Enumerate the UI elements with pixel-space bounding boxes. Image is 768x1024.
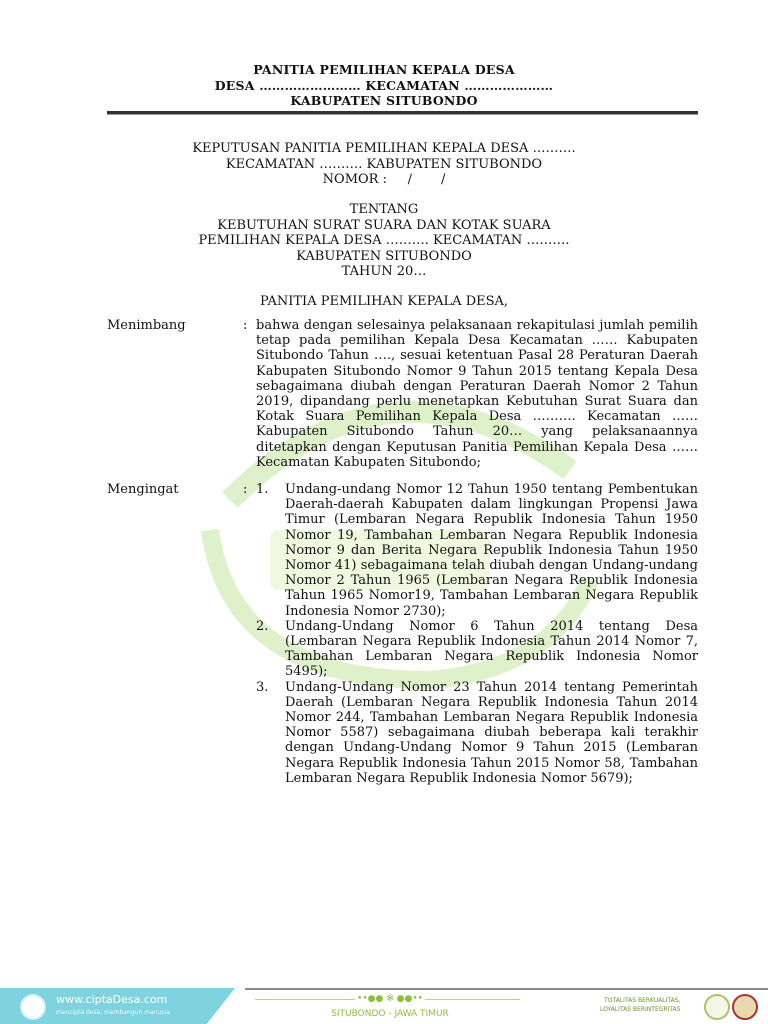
subject-3: KABUPATEN SITUBONDO xyxy=(296,248,472,264)
tentang: TENTANG xyxy=(349,202,419,217)
letterhead-line3: KABUPATEN SITUBONDO xyxy=(290,93,478,108)
mortar-logo-icon xyxy=(704,994,730,1020)
item-number: 2. xyxy=(256,618,269,634)
footer-motto xyxy=(600,996,680,1014)
mengingat-label: Mengingat xyxy=(107,482,179,498)
decree-subject xyxy=(0,202,768,280)
menimbang-text: bahwa dengan selesainya pelaksanaan rekapitulasi jumlah pemilih tetap pada pemilihan Kepala Desa Kecamatan …… Kabupaten Situbondo Tahun …., sesuai ketentuan Pasal 28 Peraturan Daerah Kabupaten Situbondo Nomor 9 Tahun 2015 tentang Kepala Desa sebagaimana diubah dengan Peraturan Daerah Nomor 2 Tahun 2019, dipandang perlu menetapkan Kebutuhan Surat Suara dan Kotak Suara Pemilihan Kepala Desa ………. Kecamatan …… Kabupaten Situbondo Tahun 20… yang pelaksanaannya ditetapkan dengan Keputusan Panitia Pemilihan Kepala Desa …… Kecamatan Kabupaten Situbondo; xyxy=(256,318,698,470)
flower-ornament-icon: ••●● ✻ ●●•• xyxy=(355,993,425,1005)
mengingat-list xyxy=(256,482,698,786)
motto-2: LOYALITAS BERINTEGRITAS xyxy=(600,1006,681,1013)
menimbang-section xyxy=(107,318,698,470)
decree-title xyxy=(0,141,768,188)
list-item xyxy=(256,482,698,619)
footer-region: SITUBONDO - JAWA TIMUR xyxy=(331,1009,449,1019)
mengingat-section xyxy=(107,482,698,786)
letterhead xyxy=(0,62,768,109)
decree-number: NOMOR : / / xyxy=(322,172,446,187)
list-item xyxy=(256,619,698,680)
decree-title-1: KEPUTUSAN PANITIA PEMILIHAN KEPALA DESA ………. xyxy=(192,141,576,156)
footer xyxy=(0,988,768,1024)
list-item xyxy=(256,680,698,786)
item-text: Undang-undang Nomor 12 Tahun 1950 tentang Pembentukan Daerah-daerah Kabupaten dalam lingkungan Propensi Jawa Timur (Lembaran Negara Republik Indonesia Tahun 1950 Nomor 19, Tambahan Lembaran Negara Republik Indonesia Nomor 9 dan Berita Negara Republik Indonesia Tahun 1950 Nomor 41) sebagaimana telah diubah dengan Undang-undang Nomor 2 Tahun 1965 (Lembaran Negara Republik Indonesia Tahun 1965 Nomor19, Tambahan Lembaran Negara Republik Indonesia Nomor 2730); xyxy=(285,482,698,619)
item-number: 3. xyxy=(256,679,269,695)
item-text: Undang-Undang Nomor 6 Tahun 2014 tentang Desa (Lembaran Negara Republik Indonesia Tahun 2014 Nomor 7, Tambahan Lembaran Negara Republik Indonesia Nomor 5495); xyxy=(285,618,698,680)
letterhead-line1: PANITIA PEMILIHAN KEPALA DESA xyxy=(253,62,515,77)
colon: : xyxy=(243,482,248,498)
footer-tagline: mencipta desa, membangun manusia xyxy=(56,1009,170,1016)
footer-divider xyxy=(245,988,768,990)
decree-title-2: KECAMATAN ………. KABUPATEN SITUBONDO xyxy=(225,156,543,172)
subject-1: KEBUTUHAN SURAT SUARA DAN KOTAK SUARA xyxy=(217,217,551,233)
subject-4: TAHUN 20… xyxy=(341,264,427,279)
decree-body xyxy=(107,318,698,798)
regency-seal-icon xyxy=(732,994,758,1020)
letterhead-line2: DESA …………………… KECAMATAN ………………… xyxy=(214,77,554,93)
subject-2: PEMILIHAN KEPALA DESA ………. KECAMATAN ………. xyxy=(198,233,570,248)
menimbang-label: Menimbang xyxy=(107,318,186,333)
header-divider xyxy=(107,111,698,115)
motto-1: TOTALITAS BERKUALITAS, xyxy=(604,997,681,1004)
colon: : xyxy=(243,318,248,333)
issuer: PANITIA PEMILIHAN KEPALA DESA, xyxy=(259,294,509,309)
ciptadesa-logo-icon xyxy=(20,994,46,1020)
item-text: Undang-Undang Nomor 23 Tahun 2014 tentang Pemerintah Daerah (Lembaran Negara Republik Indonesia Tahun 2014 Nomor 244, Tambahan Lembaran Negara Republik Indonesia Nomor 5587) sebagaimana diubah beberapa kali terakhir dengan Undang-Undang Nomor 9 Tahun 2015 (Lembaran Negara Republik Indonesia Tahun 2015 Nomor 58, Tambahan Lembaran Negara Republik Indonesia Nomor 5679); xyxy=(285,679,698,786)
footer-website[interactable]: www.ciptaDesa.com xyxy=(56,993,168,1006)
item-number: 1. xyxy=(256,482,269,498)
